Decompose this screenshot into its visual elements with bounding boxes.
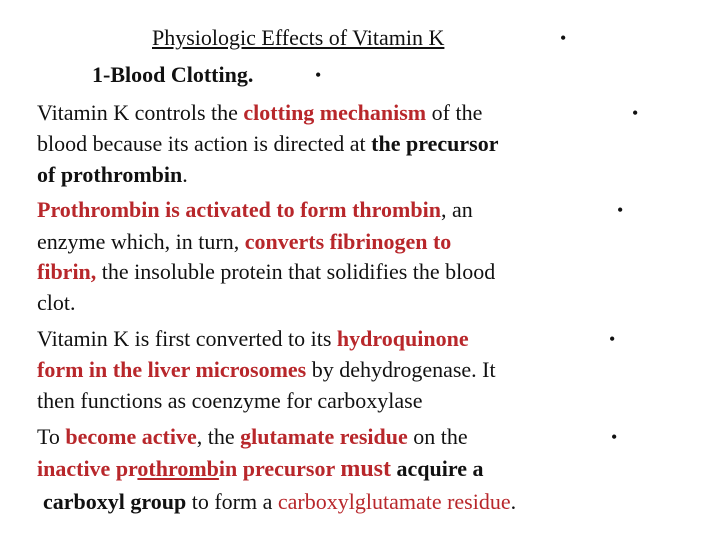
p4-colored: carboxylglutamate residue bbox=[277, 489, 511, 514]
p4-highlight: inactive pr bbox=[37, 456, 138, 481]
p1-text: . bbox=[182, 162, 188, 187]
p4-highlight: in precursor bbox=[218, 456, 341, 481]
bullet-p4: • bbox=[611, 427, 618, 447]
p3-highlight: form in the liver microsomes bbox=[37, 357, 307, 382]
p3-line1 bbox=[37, 326, 469, 352]
title-text: Physiologic Effects of Vitamin K bbox=[152, 25, 445, 50]
p2-line4: clot. bbox=[37, 290, 76, 315]
p1-text: blood because its action is directed at bbox=[37, 131, 372, 156]
bullet-p2: • bbox=[617, 200, 624, 220]
bullet-subtitle: • bbox=[315, 65, 322, 85]
p4-line2 bbox=[37, 456, 484, 482]
bullet-p3: • bbox=[609, 329, 616, 349]
p1-highlight: clotting mechanism bbox=[243, 100, 427, 125]
p4-highlight: glutamate residue bbox=[240, 424, 408, 449]
p4-bold: carboxyl group bbox=[43, 489, 187, 514]
p4-line3 bbox=[43, 489, 516, 515]
p4-text: to form a bbox=[186, 489, 278, 514]
p4-emphasis: must bbox=[340, 456, 392, 482]
bullet-p1: • bbox=[632, 103, 639, 123]
p2-line2 bbox=[37, 229, 451, 255]
p4-line1 bbox=[37, 424, 468, 450]
p3-highlight: hydroquinone bbox=[336, 326, 469, 351]
p2-line3 bbox=[37, 259, 495, 285]
p1-bold: of prothrombin bbox=[37, 162, 183, 187]
bullet-title: • bbox=[560, 28, 567, 48]
p1-text: of the bbox=[426, 100, 483, 125]
p1-bold: the precursor bbox=[371, 131, 499, 156]
p4-text: , the bbox=[196, 424, 241, 449]
p2-line1 bbox=[37, 197, 473, 223]
p4-highlight: become active bbox=[65, 424, 197, 449]
p4-underlined-highlight: othromb bbox=[137, 456, 219, 481]
p2-text: the insoluble protein that solidifies the blood bbox=[96, 259, 496, 284]
p4-bold: acquire a bbox=[391, 456, 484, 481]
p4-text: on the bbox=[407, 424, 468, 449]
p1-line1 bbox=[37, 100, 482, 126]
p3-text: by dehydrogenase. It bbox=[306, 357, 496, 382]
p3-line2 bbox=[37, 357, 496, 383]
p4-text: To bbox=[37, 424, 66, 449]
p2-text: , an bbox=[440, 197, 473, 222]
p1-line3 bbox=[37, 162, 188, 188]
p1-line2 bbox=[37, 131, 498, 157]
p2-highlight: converts fibrinogen to bbox=[244, 229, 452, 254]
section-heading: 1-Blood Clotting. bbox=[92, 62, 254, 87]
p3-text: Vitamin K is first converted to its bbox=[37, 326, 337, 351]
p4-text: . bbox=[510, 489, 517, 514]
p2-highlight: fibrin, bbox=[37, 259, 97, 284]
p2-highlight: Prothrombin is activated to form thrombin bbox=[37, 197, 441, 222]
p1-text: Vitamin K controls the bbox=[37, 100, 244, 125]
page-title bbox=[152, 25, 444, 51]
p3-line3: then functions as coenzyme for carboxylase bbox=[37, 388, 423, 413]
p2-text: enzyme which, in turn, bbox=[37, 229, 245, 254]
